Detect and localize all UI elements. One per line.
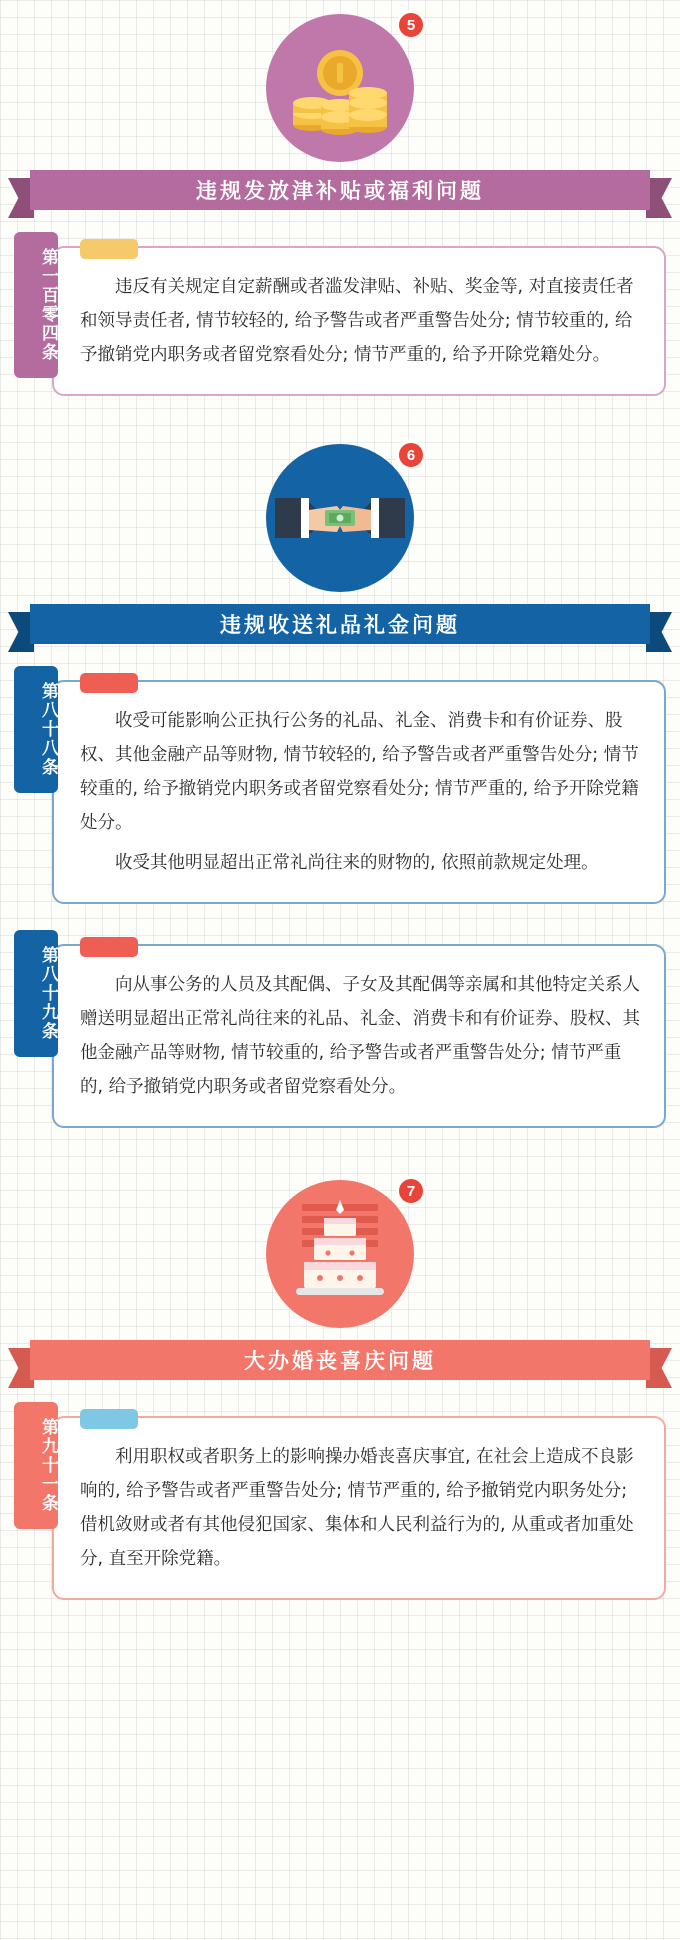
section-title-ribbon-5 <box>0 170 680 210</box>
article-paragraph: 收受其他明显超出正常礼尚往来的财物的, 依照前款规定处理。 <box>115 853 599 873</box>
article-tab-label: 第九十一条 <box>14 1402 58 1529</box>
section-title-ribbon-6 <box>0 604 680 644</box>
section-title: 大办婚丧喜庆问题 <box>244 1349 436 1373</box>
illustration-circle-pink <box>266 1180 414 1328</box>
handshake-money-icon <box>275 476 405 560</box>
article-chip <box>80 1409 138 1429</box>
article-paragraph: 利用职权或者职务上的影响操办婚丧喜庆事宜, 在社会上造成不良影响的, 给予警告或者严重警告处分; 情节严重的, 给予撤销党内职务处分; 借机敛财或者有其他侵犯国家、集体和人民利益行为的, 从重或者加重处分, 直至开除党籍。 <box>80 1447 634 1569</box>
article-104 <box>14 232 666 396</box>
article-body <box>52 1416 666 1600</box>
section-number-badge: 5 <box>396 10 426 40</box>
article-89 <box>14 930 666 1128</box>
article-paragraph: 向从事公务的人员及其配偶、子女及其配偶等亲属和其他特定关系人赠送明显超出正常礼尚往来的礼品、礼金、消费卡和有价证券、股权、其他金融产品等财物, 情节较重的, 给予警告或者严重警告处分; 情节严重的, 给予撤销党内职务或者留党察看处分。 <box>80 975 640 1097</box>
coins-stack-icon <box>278 33 402 143</box>
illustration-circle-purple <box>266 14 414 162</box>
article-88 <box>14 666 666 904</box>
article-chip <box>80 673 138 693</box>
illustration-handshake <box>0 444 680 592</box>
article-tab-label: 第八十九条 <box>14 930 58 1057</box>
illustration-coins <box>0 0 680 162</box>
section-6 <box>0 444 680 1128</box>
section-7 <box>0 1180 680 1600</box>
article-body <box>52 246 666 396</box>
article-paragraph: 收受可能影响公正执行公务的礼品、礼金、消费卡和有价证券、股权、其他金融产品等财物, 情节较轻的, 给予警告或者严重警告处分; 情节较重的, 给予撤销党内职务或者留党察看处分; 情节严重的, 给予开除党籍处分。 <box>80 711 639 833</box>
article-tab-label: 第八十八条 <box>14 666 58 793</box>
section-5 <box>0 0 680 396</box>
article-tab-label: 第一百零四条 <box>14 232 58 378</box>
illustration-circle-blue <box>266 444 414 592</box>
section-number-badge: 6 <box>396 440 426 470</box>
section-number-badge: 7 <box>396 1176 426 1206</box>
wedding-cake-icon <box>280 1194 400 1314</box>
article-91 <box>14 1402 666 1600</box>
illustration-cake <box>0 1180 680 1328</box>
section-title-ribbon-7 <box>0 1340 680 1380</box>
article-body <box>52 944 666 1128</box>
article-chip <box>80 937 138 957</box>
section-title: 违规收送礼品礼金问题 <box>220 613 460 637</box>
section-title: 违规发放津补贴或福利问题 <box>196 179 484 203</box>
article-chip <box>80 239 138 259</box>
article-body <box>52 680 666 904</box>
article-paragraph: 违反有关规定自定薪酬或者滥发津贴、补贴、奖金等, 对直接责任者和领导责任者, 情节较轻的, 给予警告或者严重警告处分; 情节较重的, 给予撤销党内职务或者留党察看处分; 情节严重的, 给予开除党籍处分。 <box>80 277 634 365</box>
